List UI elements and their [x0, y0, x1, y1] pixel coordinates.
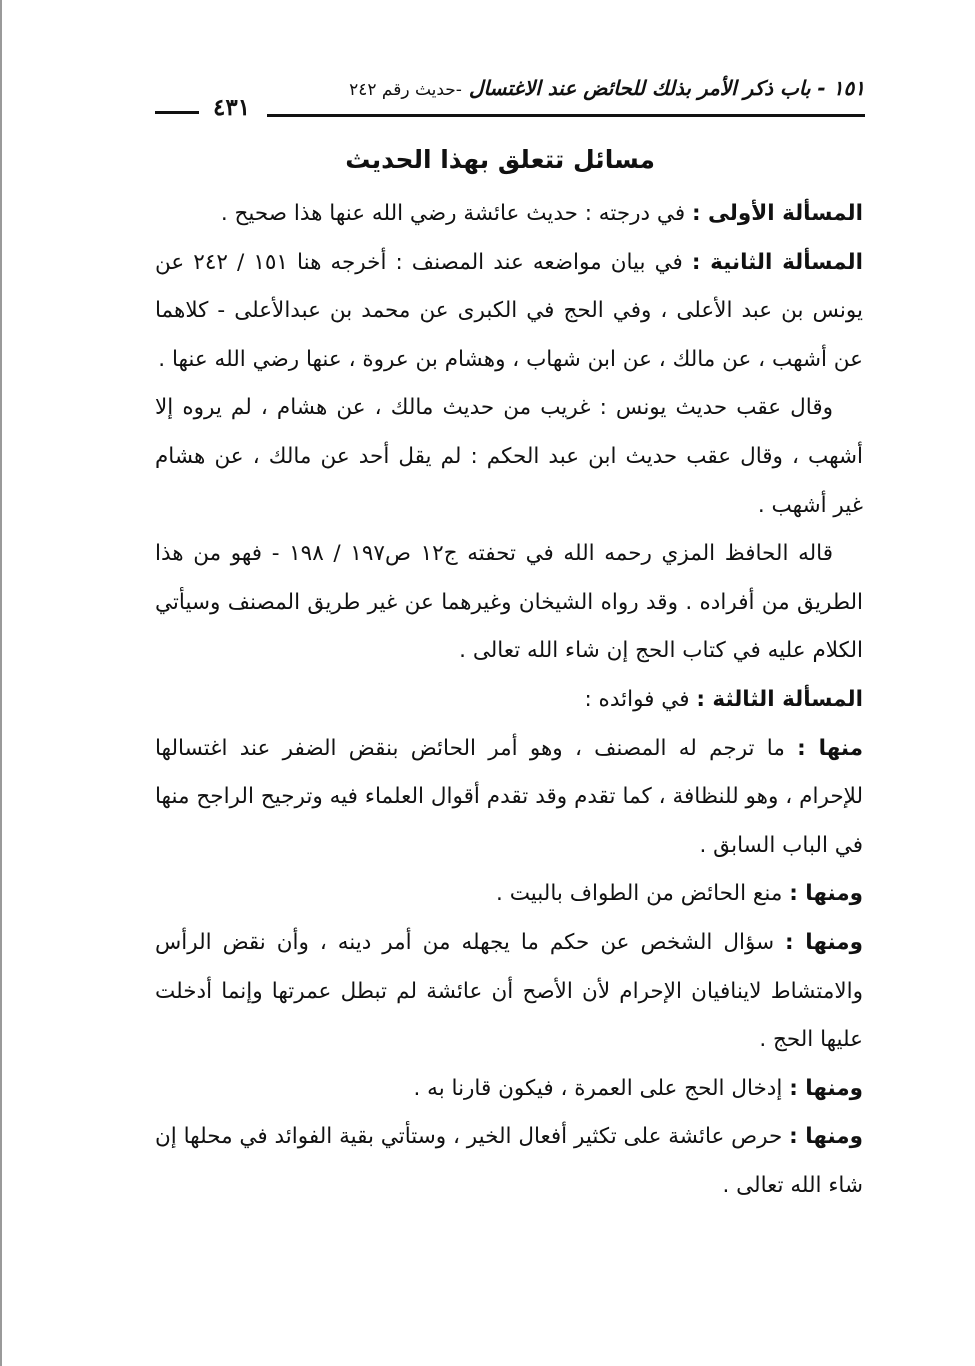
page-edge [0, 0, 2, 1366]
paragraph-text: سؤال الشخص عن حكم ما يجهله من أمر دينه ، وأن نقض الرأس والامتشاط لاينافيان الإحرام لأن الأصح أن عائشة لم تبطل عمرتها وإنما أدخلت عليها الحج . [155, 929, 863, 1053]
paragraph-label: ومنها : [789, 1124, 863, 1150]
paragraph-label: ومنها : [789, 1075, 863, 1101]
header-rule [267, 114, 865, 117]
paragraph-label: ومنها : [789, 881, 863, 907]
running-title [349, 76, 865, 100]
paragraph-label: ومنها : [785, 929, 863, 955]
paragraph [155, 919, 863, 1065]
paragraph [155, 530, 863, 676]
paragraph [155, 870, 863, 919]
paragraph-label: المسألة الأولى : [691, 201, 863, 226]
paragraph-text: في بيان مواضعه عند المصنف : أخرجه هنا ١٥١ / ٢٤٢ عن يونس بن عبد الأعلى ، وفي الحج في الكبرى عن محمد بن عبدالأعلى - كلاهما عن أشهب ، عن مالك ، عن ابن شهاب ، وهشام بن عروة ، عنها رضي الله عنها . [155, 249, 863, 372]
running-header [155, 76, 865, 126]
paragraph-text: حرص عائشة على تكثير أفعال الخير ، وستأتي بقية الفوائد في محلها إن شاء الله تعالى . [155, 1124, 863, 1198]
paragraph [155, 239, 863, 385]
paragraph-text: ما ترجم له المصنف ، وهو أمر الحائض بنقض الضفر عند اغتسالها للإحرام ، وهو للنظافة ، كما تقدم وقد تقدم أقوال العلماء فيه وترجيح الراجح منها في الباب السابق . [155, 735, 863, 858]
paragraph-label: المسألة الثانية : [691, 249, 863, 275]
paragraph-text: في فوائده : [584, 686, 697, 712]
paragraph [155, 1065, 863, 1114]
paragraph [155, 725, 863, 871]
paragraph [155, 190, 863, 239]
hadith-reference: -حديث رقم ٢٤٢ [349, 80, 462, 100]
paragraph-label: منها : [797, 735, 864, 761]
chapter-title: ١٥١ - باب ذكر الأمر بذلك للحائض عند الاغتسال [468, 76, 865, 100]
paragraph-text: منع الحائض من الطواف بالبيت . [496, 881, 790, 907]
paragraph [155, 384, 863, 530]
paragraph [155, 676, 863, 725]
paragraph-text: قاله الحافظ المزي رحمه الله في تحفته ج١٢ ص١٩٧ / ١٩٨ - فهو من هذا الطريق من أفراده . وقد رواه الشيخان وغيرهما عن غير طريق المصنف وسيأتي الكلام عليه في كتاب الحج إن شاء الله تعالى . [155, 541, 863, 664]
page-number: ٤٣١ [213, 94, 251, 121]
paragraph-label: المسألة الثالثة : [696, 686, 863, 712]
paragraph-text: وقال عقب حديث يونس : غريب من حديث مالك ، عن هشام ، لم يروه إلا أشهب ، وقال عقب حديث ابن عبد الحكم : لم يقل أحد عن مالك ، عن هشام غير أشهب . [155, 395, 863, 518]
section-heading: مسائل تتعلق بهذا الحديث [345, 145, 655, 174]
body-text [155, 190, 863, 1210]
paragraph [155, 1113, 863, 1210]
paragraph-text: في درجته : حديث عائشة رضي الله عنها هذا صحيح . [220, 201, 692, 226]
paragraph-text: إدخال الحج على العمرة ، فيكون قارنا به . [413, 1075, 790, 1101]
page-number-dash [155, 111, 199, 114]
